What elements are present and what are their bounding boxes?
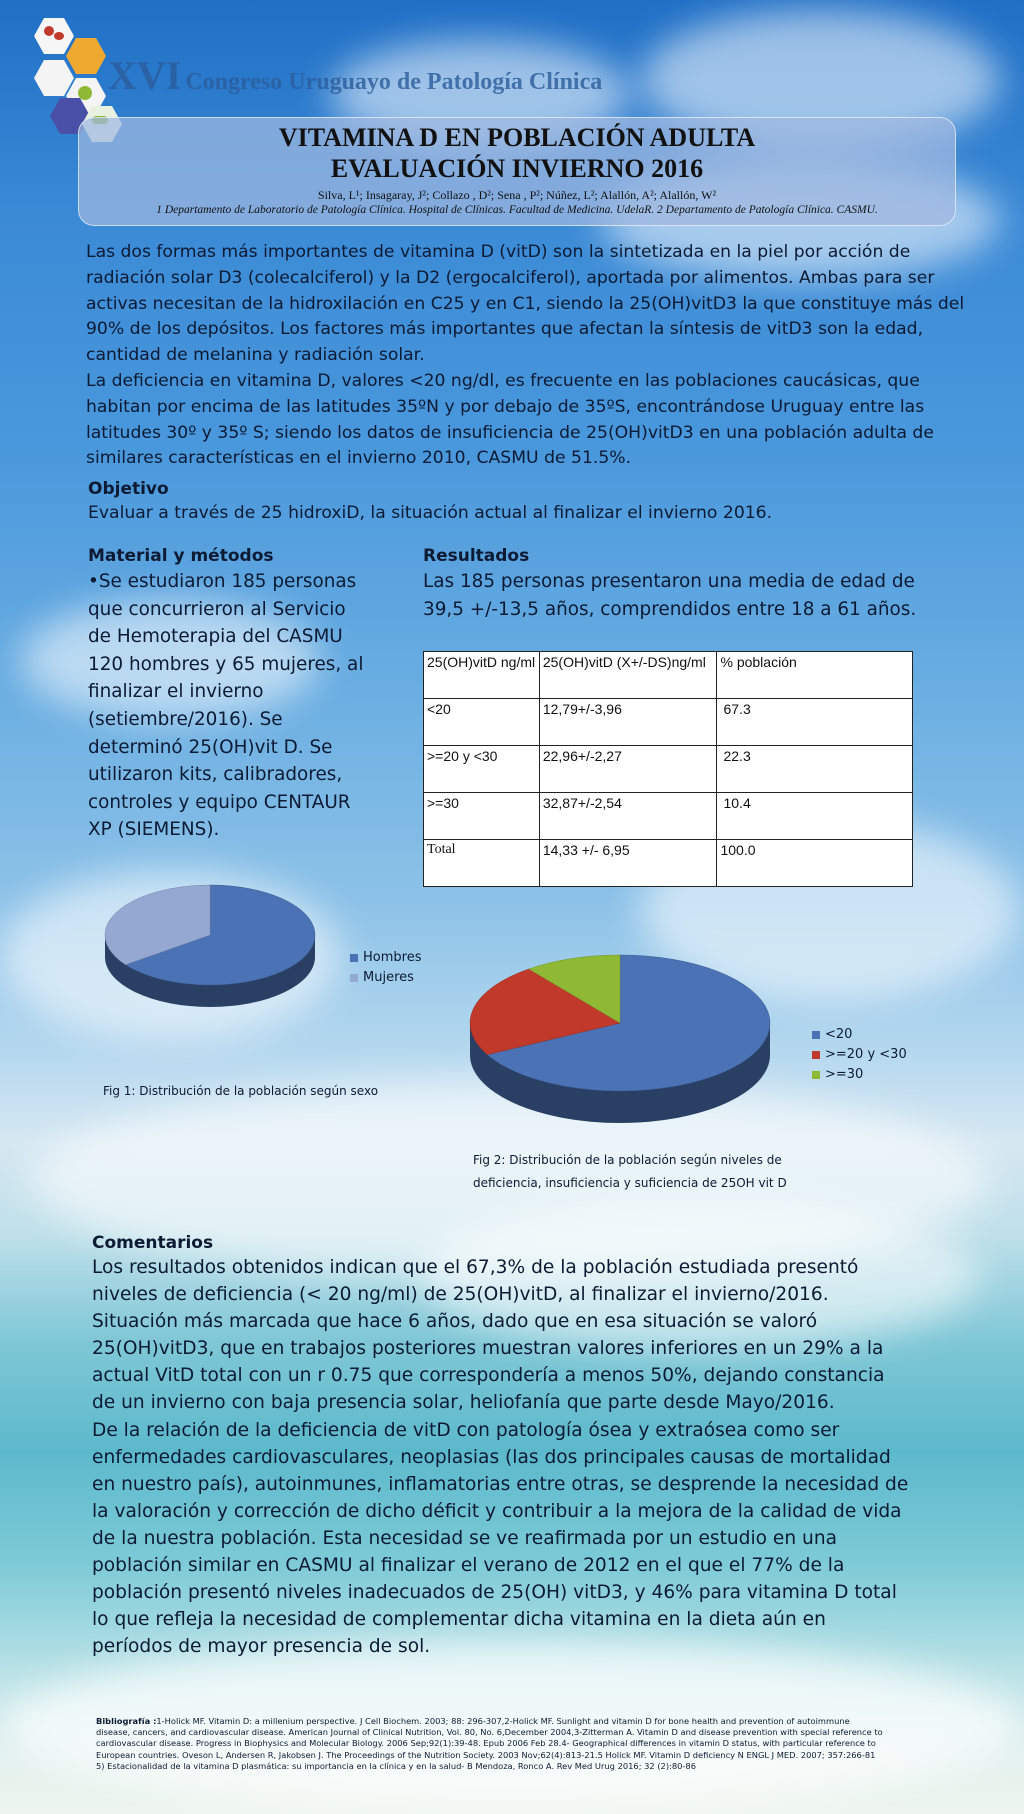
poster-title-line2: EVALUACIÓN INVIERNO 2016 bbox=[330, 154, 704, 183]
fig2-caption-line1: Fig 2: Distribución de la población según niveles de bbox=[473, 1153, 782, 1167]
fig2-caption-line2: deficiencia, insuficiencia y suficiencia de 25OH vit D bbox=[473, 1176, 787, 1190]
table-row bbox=[424, 793, 913, 840]
fig2-legend bbox=[812, 1027, 907, 1087]
results-table bbox=[423, 651, 913, 887]
table-row bbox=[424, 699, 913, 746]
authors: Silva, L¹; Insagaray, J²; Collazo , D²; Sena , P²; Núñez, L²; Alallón, A²; Alallón, W² bbox=[317, 188, 717, 202]
fig1-legend bbox=[350, 950, 421, 990]
methods-section bbox=[88, 546, 374, 844]
intro-paragraph-1: Las dos formas más importantes de vitamina D (vitD) son la sintetizada en la piel por acción de radiación solar D3 (colecalciferol) y la D2 (ergocalciferol), aportada por alimentos. Ambas para ser activas necesitan de la hidroxilación en C25 y en C1, siendo la 25(OH)vitD3 la que constituye más del 90% de los depósitos. Los factores más importantes que afectan la síntesis de vitD3 son la edad, cantidad de melanina y radiación solar. bbox=[86, 242, 965, 366]
bibliography-text: 1-Holick MF. Vitamin D: a millenium perspective. J Cell Biochem. 2003; 88: 296-307,2-Holick MF. Sunlight and vitamin D for bone health and prevention of autoimmune disease, cancers, and cardiovascular disease. American Journal of Clinical Nutrition, Vol. 80, No. 6,December 2004,3-Zitterman A. Vitamin D and disease prevention with special reference to cardiovascular disease. Progress in Biophysics and Molecular Biology. 2006 Sep;92(1):39-48. Epub 2006 Feb 28.4- Geographical differences in vitamin D status, with particular reference to European countries. Oveson L, Andersen R, Jakobsen J. The Proceedings of the Nutrition Society. 2003 Nov;62(4):813-21.5 Holick MF. Vitamin D deficiency N ENGL J MED. 2007; 357:266-81 5) Estacionalidad de la vitamina D plasmática: su importancia en la clínica y en la salud- B Mendoza, Ronco A. Rev Med Urug 2016; 32 (2):80-86 bbox=[96, 1716, 883, 1771]
legend-swatch bbox=[812, 1051, 820, 1059]
fig1-caption: Fig 1: Distribución de la población según sexo bbox=[103, 1084, 379, 1098]
legend-item bbox=[812, 1027, 907, 1042]
table-header-row bbox=[424, 652, 913, 699]
legend-label: >=20 y <30 bbox=[825, 1047, 907, 1062]
table-row bbox=[424, 746, 913, 793]
table-cell: 22,96+/-2,27 bbox=[539, 746, 717, 793]
legend-label: >=30 bbox=[825, 1067, 864, 1082]
legend-label: <20 bbox=[825, 1027, 853, 1042]
legend-swatch bbox=[812, 1031, 820, 1039]
legend-swatch bbox=[812, 1071, 820, 1079]
logo-hex-white-icon bbox=[34, 58, 74, 98]
legend-item bbox=[350, 970, 421, 985]
objective-text: Evaluar a través de 25 hidroxiD, la situación actual al finalizar el invierno 2016. bbox=[88, 503, 773, 523]
intro-paragraph-2: La deficiencia en vitamina D, valores <20 ng/dl, es frecuente en las poblaciones caucásicas, que habitan por encima de las latitudes 35ºN y por debajo de 35ºS, encontrándose Uruguay entre las latitudes 30º y 35º S; siendo los datos de insuficiencia de 25(OH)vitD3 en una población adulta de similares características en el invierno 2010, CASMU de 51.5%. bbox=[86, 370, 934, 469]
table-header-cell: 25(OH)vitD ng/ml bbox=[424, 652, 540, 699]
legend-swatch bbox=[350, 974, 358, 982]
table-cell: 12,79+/-3,96 bbox=[539, 699, 717, 746]
table-cell: 67.3 bbox=[717, 699, 913, 746]
congress-name: Congreso Uruguayo de Patología Clínica bbox=[185, 69, 603, 95]
title-banner bbox=[78, 117, 956, 226]
introduction bbox=[86, 240, 966, 472]
comments-paragraph-2: De la relación de la deficiencia de vitD con patología ósea y extraósea como ser enfermedades cardiovasculares, neoplasias (las dos principales causas de mortalidad en nuestro país), autoinmunes, inflamatorias entre otras, se desprende la necesidad de la valoración y corrección de dicho déficit y contribuir a la mejora de la calidad de vida de la nuestra población. Esta necesidad se ve reafirmada por un estudio en una población similar en CASMU al finalizar el verano de 2012 en el que el 77% de la población presentó niveles inadecuados de 25(OH) vitD3, y 46% para vitamina D total lo que refleja la necesidad de complementar dicha vitamina en la dieta aún en períodos de mayor presencia de sol. bbox=[92, 1419, 909, 1658]
vitd-level-pie-chart bbox=[455, 945, 815, 1145]
table-cell: Total bbox=[424, 840, 540, 887]
logo-hex-orange-icon bbox=[66, 36, 106, 76]
objective-heading: Objetivo bbox=[88, 479, 169, 499]
comments-heading: Comentarios bbox=[92, 1233, 214, 1253]
sex-distribution-pie-chart bbox=[85, 880, 325, 1040]
table-row bbox=[424, 840, 913, 887]
comments-section bbox=[92, 1233, 912, 1660]
congress-title bbox=[108, 52, 602, 99]
table-cell: 100.0 bbox=[717, 840, 913, 887]
results-heading: Resultados bbox=[423, 546, 530, 566]
comments-paragraph-1: Los resultados obtenidos indican que el 67,3% de la población estudiada presentó niveles de deficiencia (< 20 ng/ml) de 25(OH)vitD, al finalizar el invierno/2016. Situación más marcada que hace 6 años, dado que en esa situación se valoró 25(OH)vitD3, que en trabajos posteriores muestran valores inferiores en un 29% a la actual VitD total con un r 0.75 que correspondería a menos 50%, dejando constancia de un invierno con baja presencia solar, heliofanía que parte desde Mayo/2016. bbox=[92, 1257, 885, 1414]
bibliography-label: Bibliografía : bbox=[96, 1716, 157, 1726]
table-cell: <20 bbox=[424, 699, 540, 746]
legend-item bbox=[812, 1067, 907, 1082]
table-cell: >=20 y <30 bbox=[424, 746, 540, 793]
legend-label: Hombres bbox=[363, 950, 422, 965]
bibliography bbox=[96, 1716, 886, 1772]
poster-title bbox=[79, 122, 955, 184]
table-cell: 10.4 bbox=[717, 793, 913, 840]
legend-item bbox=[350, 950, 421, 965]
methods-text: •Se estudiaron 185 personas que concurrieron al Servicio de Hemoterapia del CASMU 120 hombres y 65 mujeres, al finalizar el invierno (setiembre/2016). Se determinó 25(OH)vit D. Se utilizaron kits, calibradores, controles y equipo CENTAUR XP (SIEMENS). bbox=[88, 571, 364, 841]
affiliations: 1 Departamento de Laboratorio de Patología Clínica. Hospital de Clínicas. Facultad de Medicina. UdelaR. 2 Departamento de Patología Clínica. CASMU. bbox=[156, 204, 878, 216]
fig2-caption bbox=[473, 1149, 787, 1195]
table-cell: 32,87+/-2,54 bbox=[539, 793, 717, 840]
table-header-cell: % población bbox=[717, 652, 913, 699]
table-header-cell: 25(OH)vitD (X+/-DS)ng/ml bbox=[539, 652, 717, 699]
table-cell: >=30 bbox=[424, 793, 540, 840]
legend-item bbox=[812, 1047, 907, 1062]
table-cell: 14,33 +/- 6,95 bbox=[539, 840, 717, 887]
results-text: Las 185 personas presentaron una media de edad de 39,5 +/-13,5 años, comprendidos entre 18 a 61 años. bbox=[423, 571, 917, 620]
legend-label: Mujeres bbox=[363, 970, 414, 985]
poster-title-line1: VITAMINA D EN POBLACIÓN ADULTA bbox=[278, 123, 756, 152]
table-cell: 22.3 bbox=[717, 746, 913, 793]
legend-swatch bbox=[350, 954, 358, 962]
methods-heading: Material y métodos bbox=[88, 546, 274, 566]
results-section bbox=[423, 546, 923, 623]
congress-roman-numeral: XVI bbox=[108, 53, 182, 98]
objective-section bbox=[88, 479, 968, 527]
